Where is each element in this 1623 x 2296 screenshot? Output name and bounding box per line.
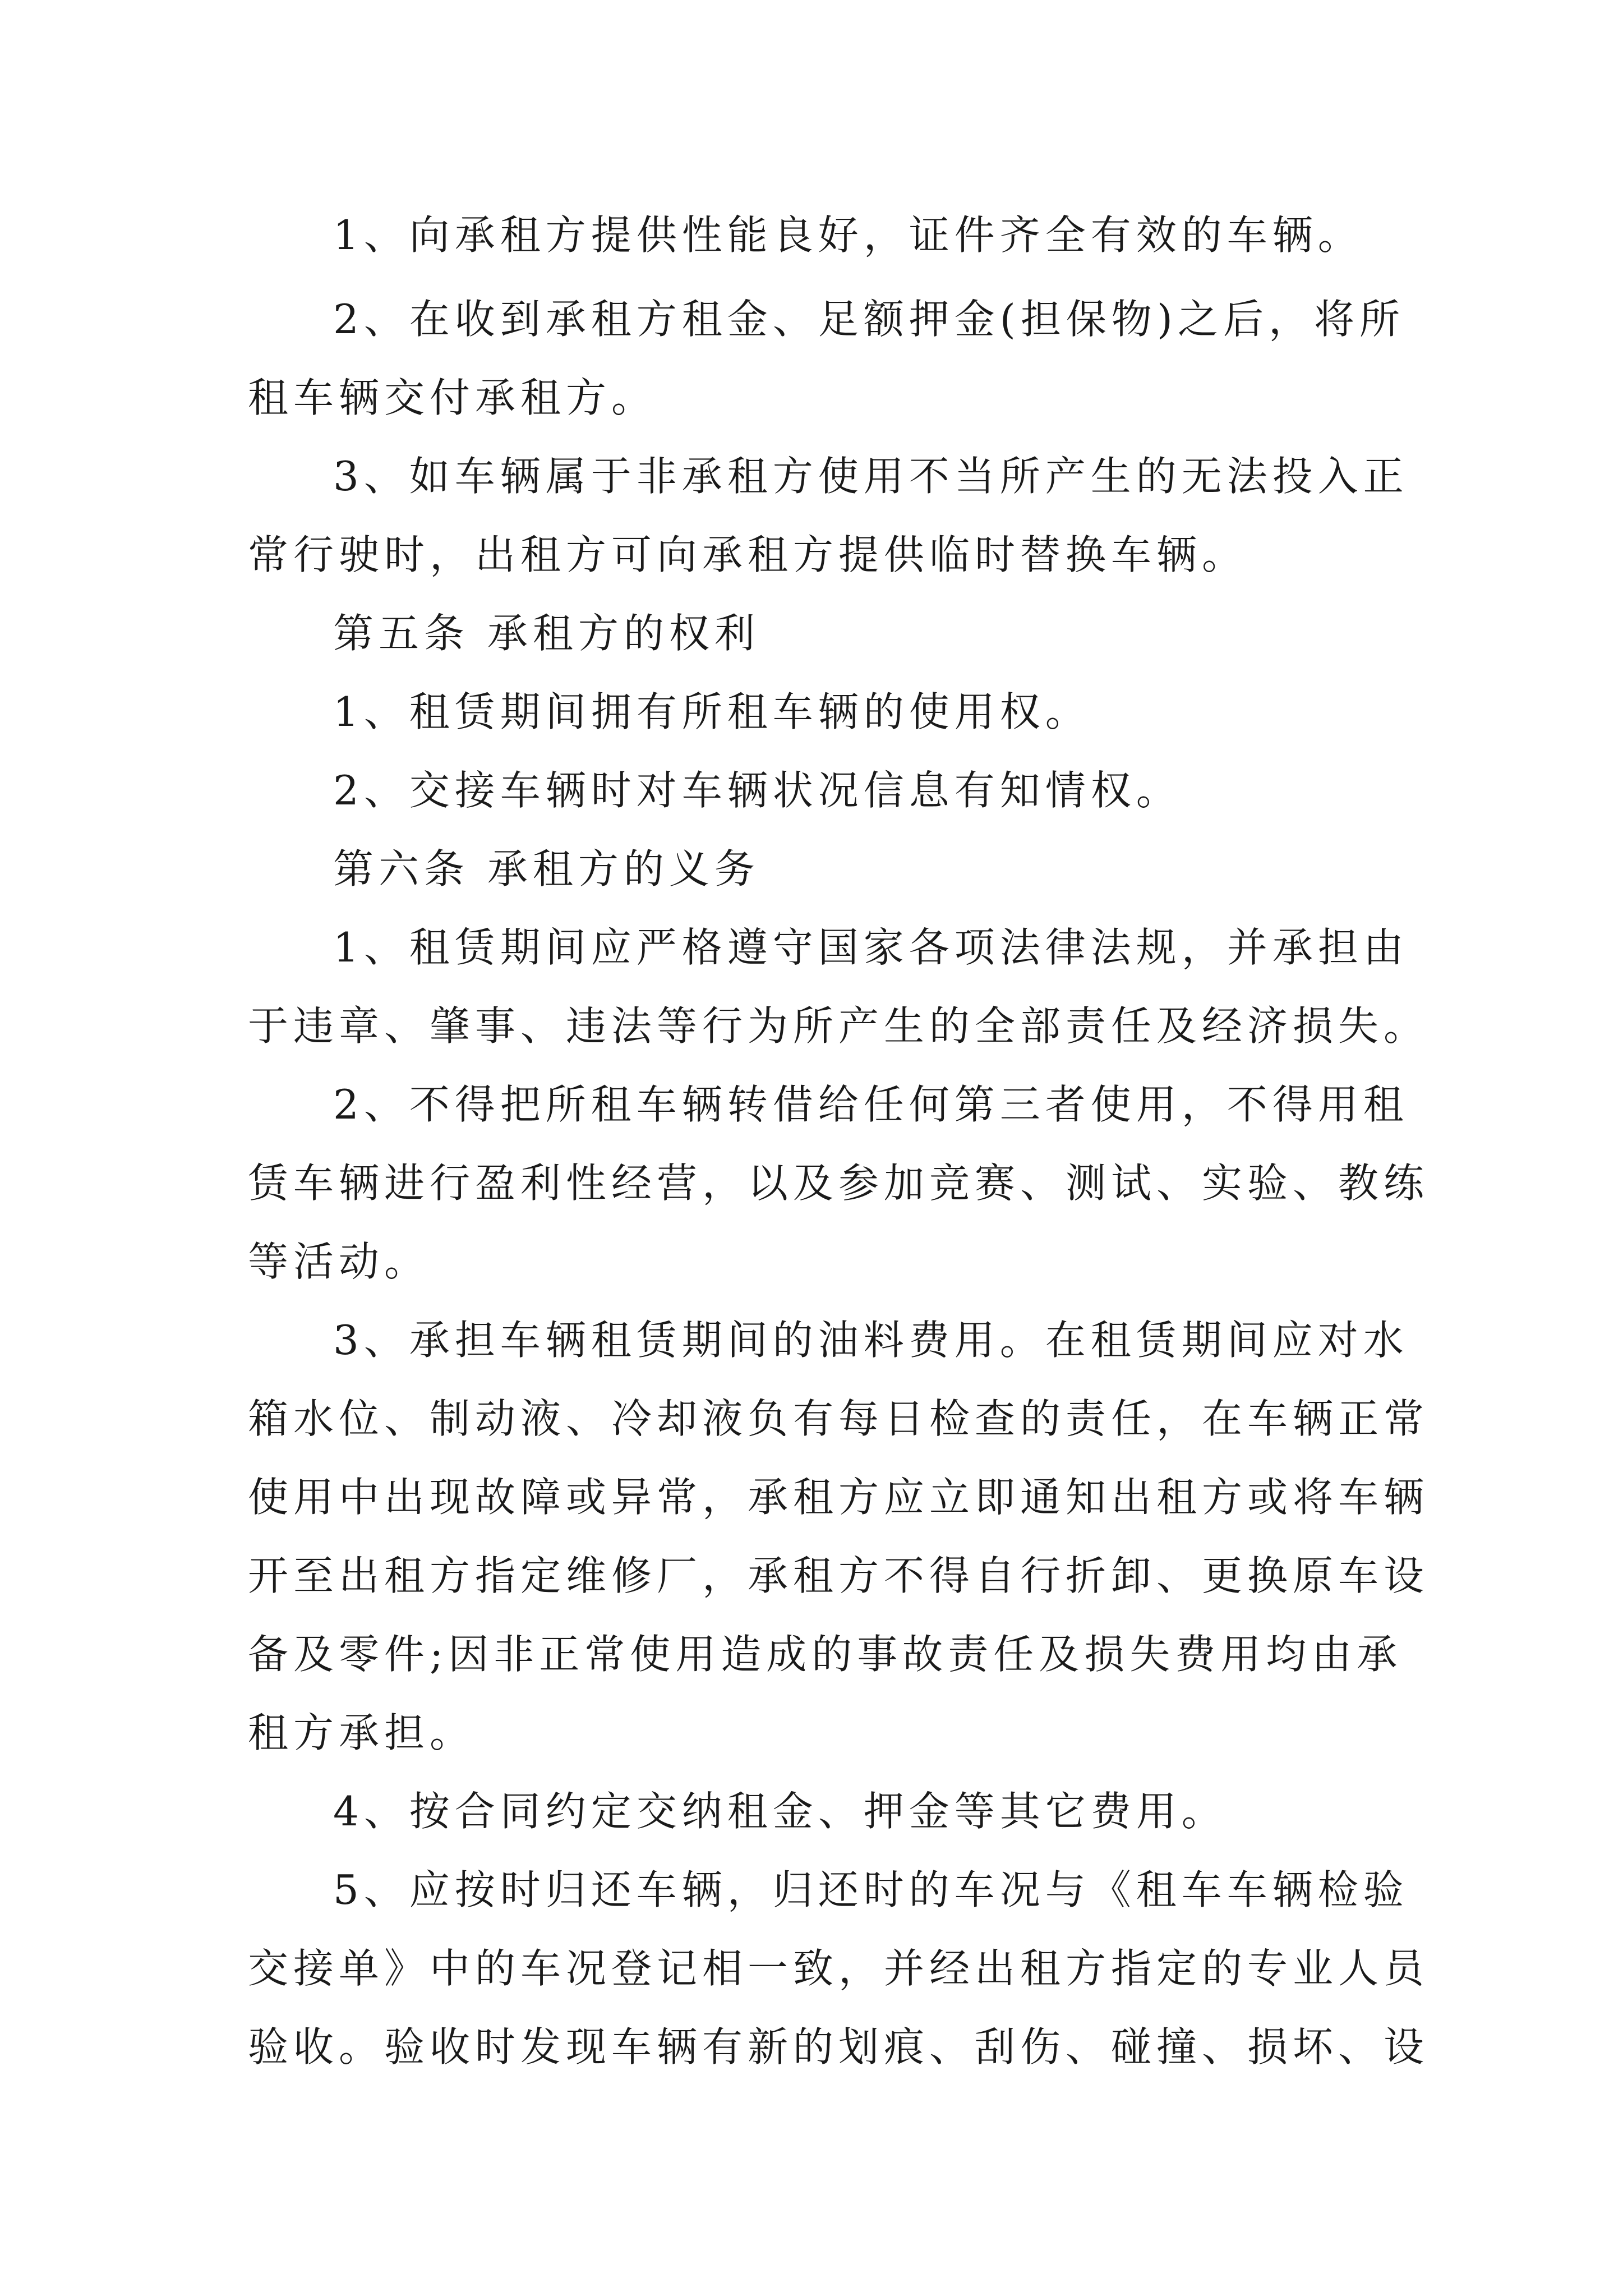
- section-heading: 第六条 承租方的义务: [333, 845, 760, 892]
- text-line: 常行驶时，出租方可向承租方提供临时替换车辆。: [248, 531, 1248, 578]
- text-line: 开至出租方指定维修厂，承租方不得自行折卸、更换原车设: [248, 1552, 1430, 1599]
- text-line: 于违章、肇事、违法等行为所产生的全部责任及经济损失。: [248, 1002, 1430, 1050]
- text-line: 赁车辆进行盈利性经营，以及参加竞赛、测试、实验、教练: [248, 1159, 1430, 1207]
- text-line: 4、按合同约定交纳租金、押金等其它费用。: [333, 1788, 1227, 1835]
- text-line: 箱水位、制动液、冷却液负有每日检查的责任，在车辆正常: [248, 1395, 1430, 1442]
- text-line: 备及零件;因非正常使用造成的事故责任及损失费用均由承: [248, 1631, 1403, 1678]
- text-line: 2、不得把所租车辆转借给任何第三者使用，不得用租: [333, 1081, 1409, 1128]
- text-line: 2、在收到承租方租金、足额押金(担保物)之后，将所: [333, 296, 1405, 343]
- text-line: 5、应按时归还车辆，归还时的车况与《租车车辆检验: [333, 1866, 1409, 1913]
- text-line: 1、租赁期间拥有所租车辆的使用权。: [333, 688, 1091, 735]
- text-line: 2、交接车辆时对车辆状况信息有知情权。: [333, 767, 1182, 814]
- text-line: 3、如车辆属于非承租方使用不当所产生的无法投入正: [333, 453, 1409, 500]
- text-line: 租方承担。: [248, 1709, 476, 1756]
- text-line: 1、租赁期间应严格遵守国家各项法律法规，并承担由: [333, 924, 1409, 971]
- text-line: 租车辆交付承租方。: [248, 374, 657, 421]
- text-line: 1、向承租方提供性能良好，证件齐全有效的车辆。: [333, 211, 1363, 259]
- text-line: 3、承担车辆租赁期间的油料费用。在租赁期间应对水: [333, 1317, 1409, 1364]
- text-line: 验收。验收时发现车辆有新的划痕、刮伤、碰撞、损坏、设: [248, 2023, 1430, 2070]
- section-heading: 第五条 承租方的权利: [333, 610, 760, 657]
- text-line: 等活动。: [248, 1238, 430, 1285]
- text-line: 使用中出现故障或异常，承租方应立即通知出租方或将车辆: [248, 1474, 1430, 1521]
- text-line: 交接单》中的车况登记相一致，并经出租方指定的专业人员: [248, 1945, 1430, 1992]
